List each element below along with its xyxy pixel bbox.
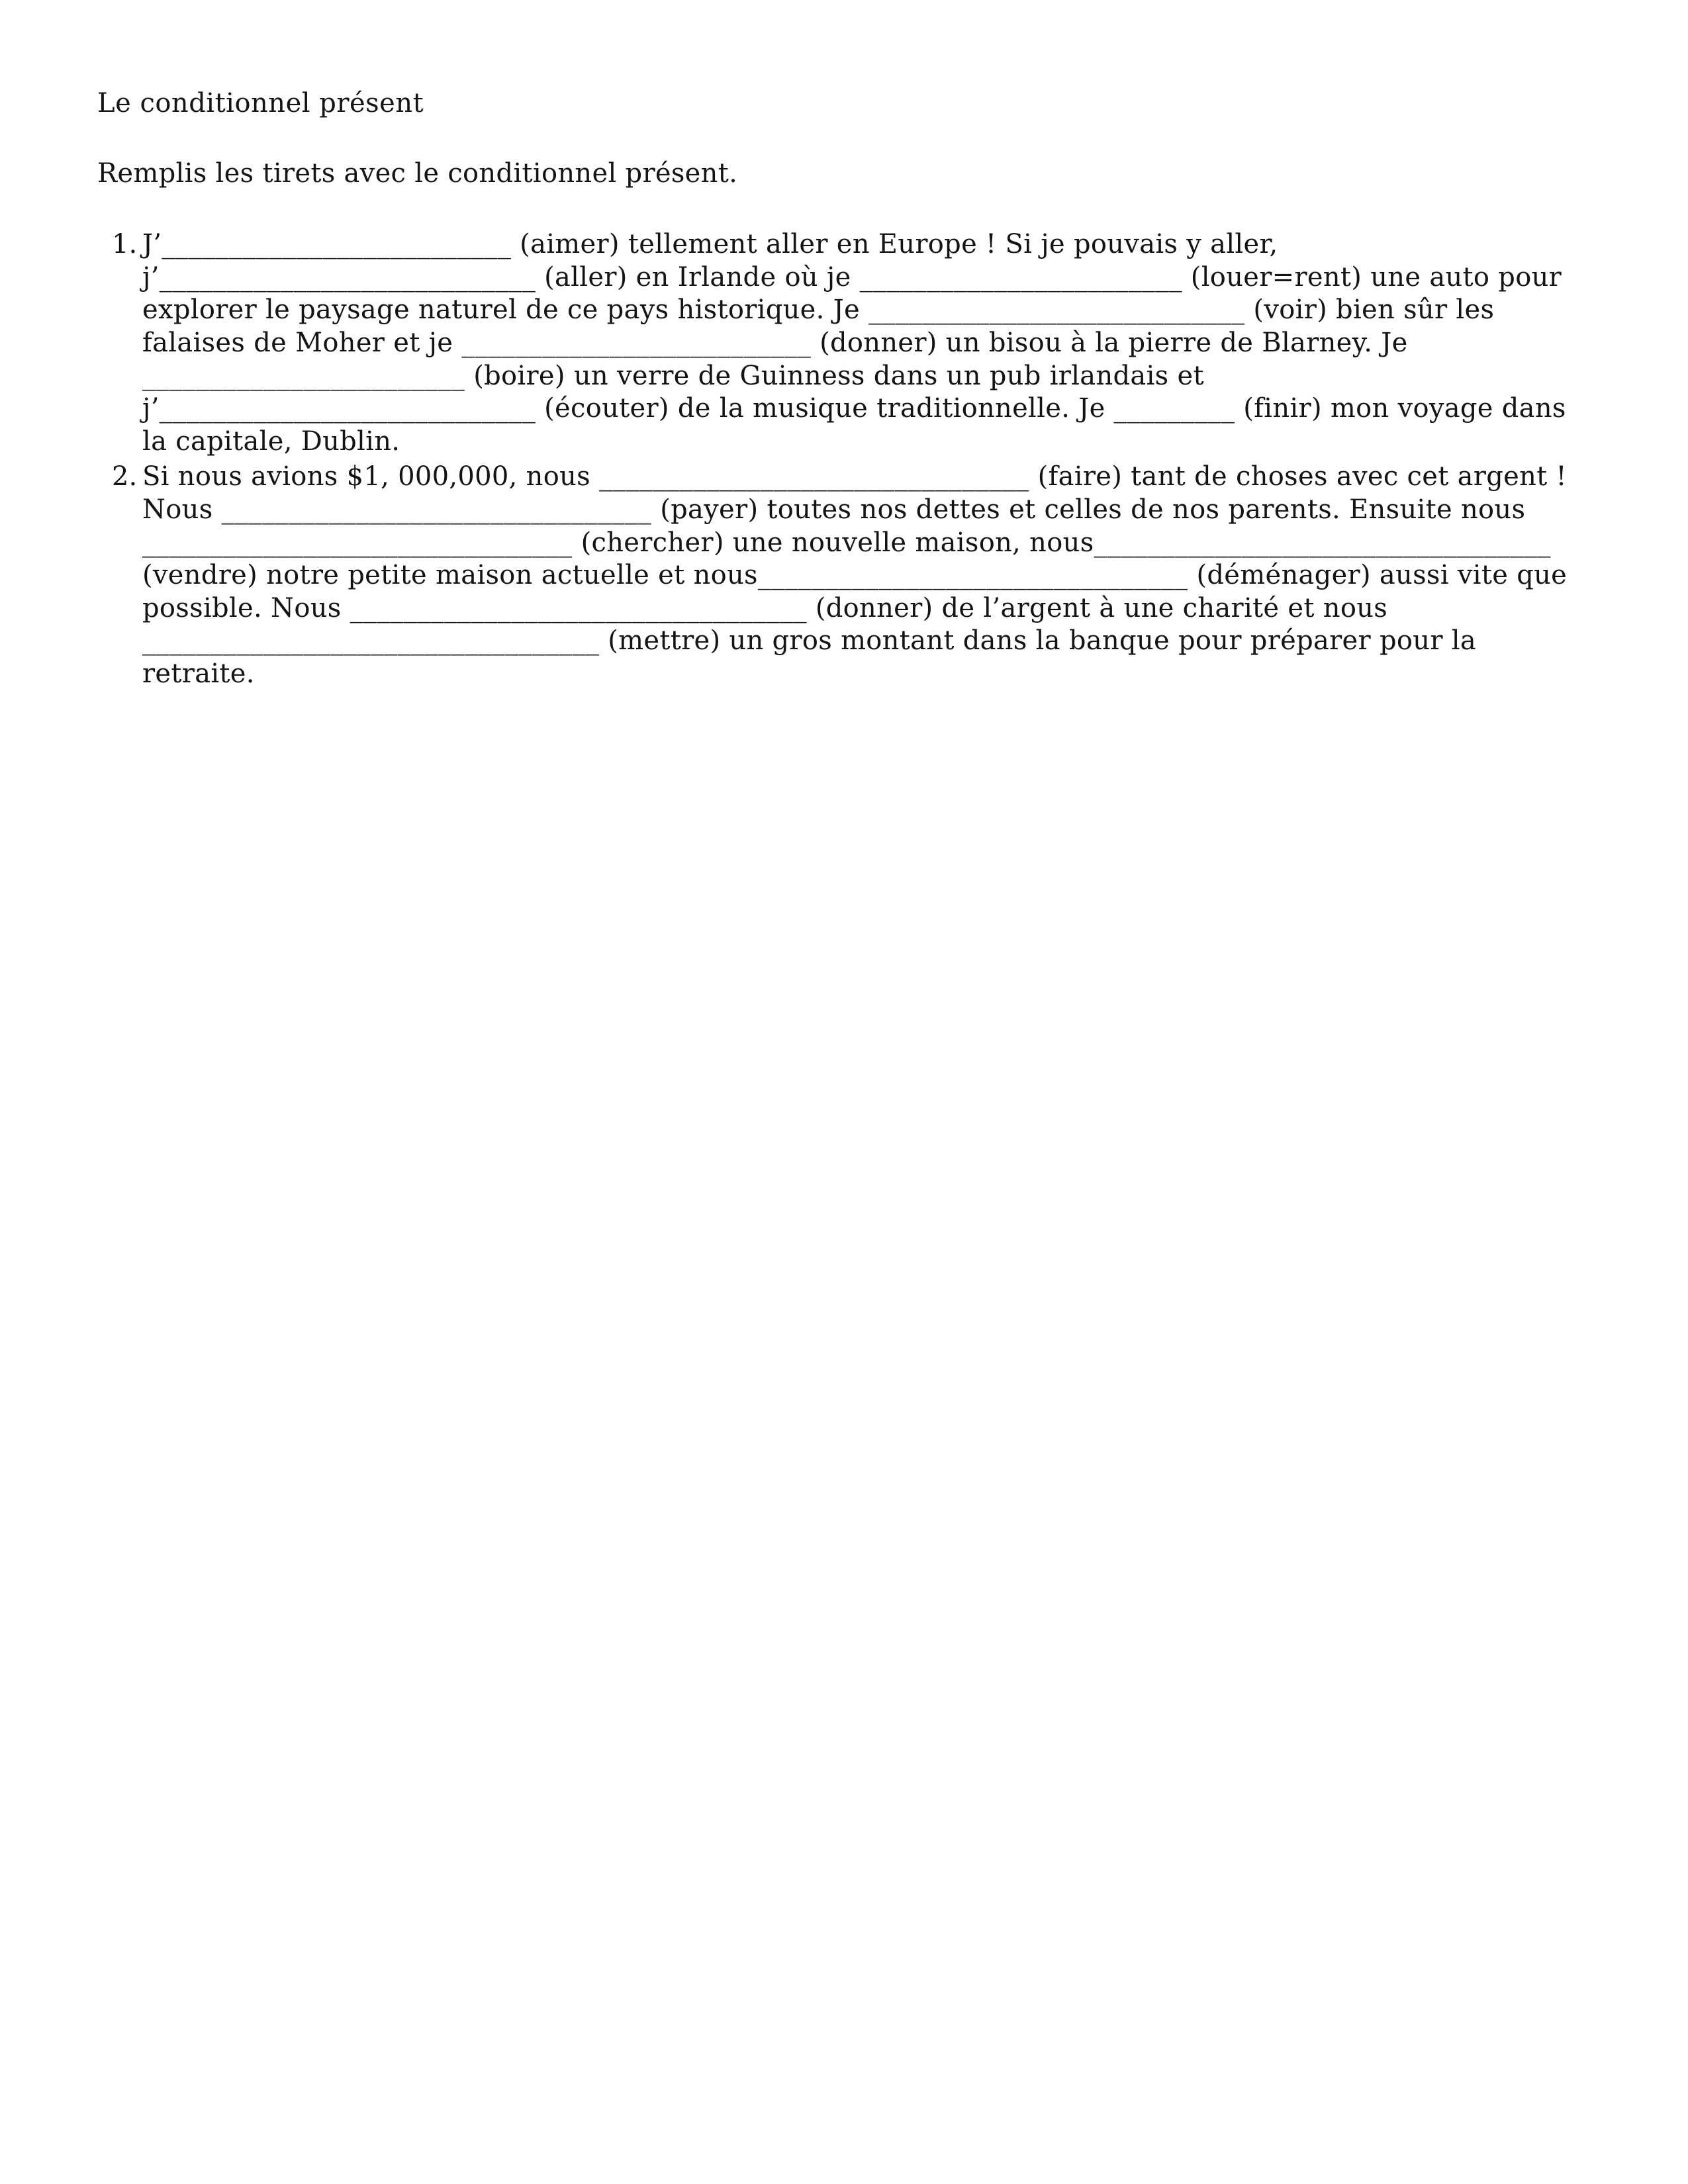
exercise-item-1 [112, 228, 1585, 458]
item-text: J’__________________________ (aimer) tellement aller en Europe ! Si je pouvais y aller, j’____________________________ (aller) en Irlande où je ________________________ (louer=rent) une auto pour explorer le paysage naturel de ce pays historique. Je ____________________________ (voir) bien sûr les falaises de Moher et je __________________________ (donner) un bisou à la pierre de Blarney. Je ________________________ (boire) un verre de Guinness dans un pub irlandais et j’____________________________ (écouter) de la musique traditionnelle. Je _________ (finir) mon voyage dans la capitale, Dublin. [142, 229, 1566, 457]
instruction-text: Remplis les tirets avec le conditionnel présent. [97, 158, 738, 189]
item-text: Si nous avions $1, 000,000, nous ________________________________ (faire) tant de choses avec cet argent ! Nous ________________________________ (payer) toutes nos dettes et celles de nos parents. Ensuite nous ________________________________ (chercher) une nouvelle maison, nous__________________________________ (vendre) notre petite maison actuelle et nous________________________________ (déménager) aussi vite que possible. Nous __________________________________ (donner) de l’argent à une charité et nous __________________________________ (mettre) un gros montant dans la banque pour préparer pour la retraite. [142, 461, 1568, 689]
exercise-item-2 [112, 461, 1585, 690]
item-number: 1. [112, 229, 138, 260]
exercise-list [97, 228, 1585, 690]
page-title: Le conditionnel présent [97, 88, 424, 118]
item-number: 2. [112, 461, 138, 492]
